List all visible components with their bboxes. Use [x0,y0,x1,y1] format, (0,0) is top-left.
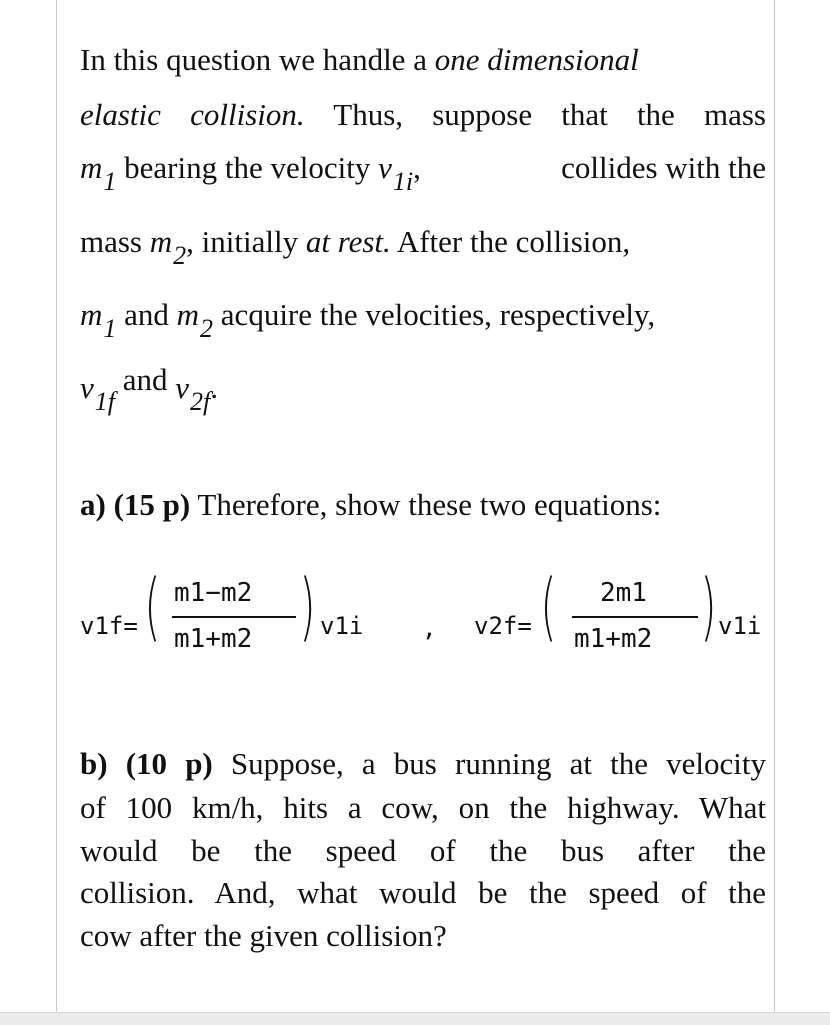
part-b-line-4: collision. And, what would be the speed of the [80,875,766,910]
page-border-left [56,0,57,1012]
part-b-line-2: of 100 km/h, hits a cow, on the highway. What [80,790,766,825]
eq1-left-paren: ( [144,564,161,650]
part-b-line-3: would be the speed of the bus after the [80,833,766,868]
intro-line-2: elastic collision. Thus, suppose that the mass [80,97,766,132]
intro-line-3: $m_1$ bearing the velocity $v_{1i}$, collides with the [80,150,766,196]
eq2-lhs: v2f= [474,612,532,640]
eq2-numerator: 2m1 [600,578,647,608]
page-border-right [774,0,775,1012]
part-b-line-5: cow after the given collision? [80,918,447,953]
eq2-denominator: m1+m2 [574,624,653,654]
eq1-denominator: m1+m2 [174,624,253,654]
eq2-fraction-bar [572,616,698,618]
intro-line-1: In this question we handle a one dimensional [80,42,639,77]
intro-line-5: $m_1$ and $m_2$ acquire the velocities, respectively, [80,297,656,343]
eq1-rhs: v1i [320,612,364,640]
eq2-left-paren: ( [540,564,557,650]
eq1-right-paren: ) [299,564,316,650]
page-bottom-edge [0,1012,830,1025]
part-b-line-1: b) (10 p) Suppose, a bus running at the velocity [80,746,766,781]
eq1-fraction-bar [172,616,296,618]
eq2-rhs: v1i [718,612,762,640]
intro-line-6: $v_{1f}$ and $v_{2f}$. [80,362,219,416]
intro-line-4: mass $m_2$, initially at rest. After the collision, [80,224,631,270]
eq1-lhs: v1f= [80,612,138,640]
equation-separator: , [422,614,437,642]
eq2-right-paren: ) [700,564,717,650]
part-a-heading: a) (15 p) Therefore, show these two equations: [80,487,662,522]
eq1-numerator: m1−m2 [174,578,253,608]
